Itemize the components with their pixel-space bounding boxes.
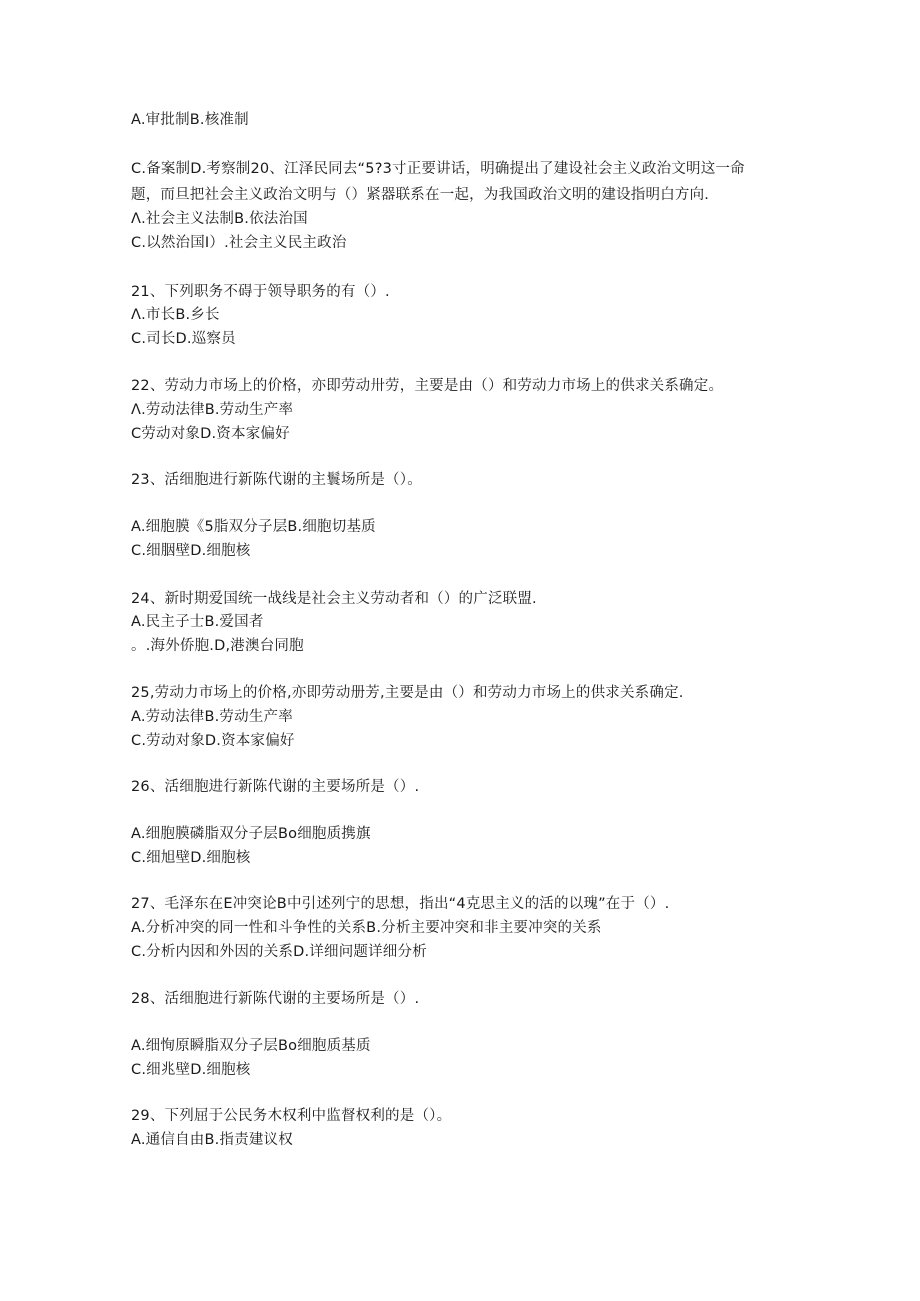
option-line: A.细恂原瞬脂双分子层Bo细胞质基质 <box>131 1038 371 1054</box>
option-line: C.细胭壁D.细胞核 <box>131 543 251 559</box>
option-line: A.审批制B.核准制 <box>131 112 249 128</box>
option-line: A.劳动法律B.劳动生产率 <box>131 709 293 725</box>
question-text: 23、活细胞进行新陈代谢的主鬟场所是（）。 <box>131 472 422 488</box>
option-line: C.以然治国I）.社会主义民主政治 <box>131 235 347 251</box>
question-text: 24、新时期爱国统一战线是社会主义劳动者和（）的广泛联盟. <box>131 591 537 607</box>
option-line: A.细胞膜《5脂双分子层B.细胞切基质 <box>131 519 376 535</box>
option-line: A.通信自由B.指责建议权 <box>131 1132 293 1148</box>
option-line: A.民主子士B.爱国者 <box>131 614 264 630</box>
option-line: Λ.劳动法律B.劳动生产率 <box>131 402 294 418</box>
question-text: 28、活细胞进行新陈代谢的主要场所是（）. <box>131 991 420 1007</box>
option-line: C.备案制D.考察制20、江泽民同去“5?3寸正要讲话，明确提出了建设社会主义政治文明这一命 <box>131 161 745 177</box>
question-text: 27、毛泽东在E冲突论B中引述列宁的思想，指出“4克思主义的活的以瑰”在于（）. <box>131 896 670 912</box>
question-text: 22、劳动力市场上的价格，亦即劳动卅劳，主要是由（）和劳动力市场上的供求关系确定。 <box>131 378 724 394</box>
option-line: C.司长D.巡察员 <box>131 331 236 347</box>
question-text: 25,劳动力市场上的价格,亦即劳动册芳,主要是由（）和劳动力市场上的供求关系确定. <box>131 685 684 701</box>
option-line: C劳动对象D.资本家偏好 <box>131 426 290 442</box>
option-line: C.分析内因和外因的关系D.详细问题详细分析 <box>131 944 427 960</box>
question-text: 29、下列屈于公民务木权利中监督权利的是（）。 <box>131 1108 452 1124</box>
question-text: 26、活细胞进行新陈代谢的主要场所是（）. <box>131 779 420 795</box>
option-line: A.细胞膜磷脂双分子层Bo细胞质携旗 <box>131 826 371 842</box>
option-line: C.细旭壁D.细胞核 <box>131 850 251 866</box>
option-line: 。.海外侨胞.D,港澳台同胞 <box>131 638 304 654</box>
question-text: 21、下列职务不碍于领导职务的有（）. <box>131 284 390 300</box>
option-line: Λ.市长B.乡长 <box>131 307 220 323</box>
option-line: Λ.社会主义法制B.依法治国 <box>131 211 308 227</box>
question-text: 题，而旦把社会主义政治文明与（）紧器联系在一起，为我国政治文明的建设指明白方向. <box>131 187 710 203</box>
option-line: C.劳动对象D.资本家偏好 <box>131 733 295 749</box>
option-line: A.分析冲突的同一性和斗争性的关系B.分析主要冲突和非主要冲突的关系 <box>131 920 602 936</box>
option-line: C.细兆壁D.细胞核 <box>131 1062 251 1078</box>
